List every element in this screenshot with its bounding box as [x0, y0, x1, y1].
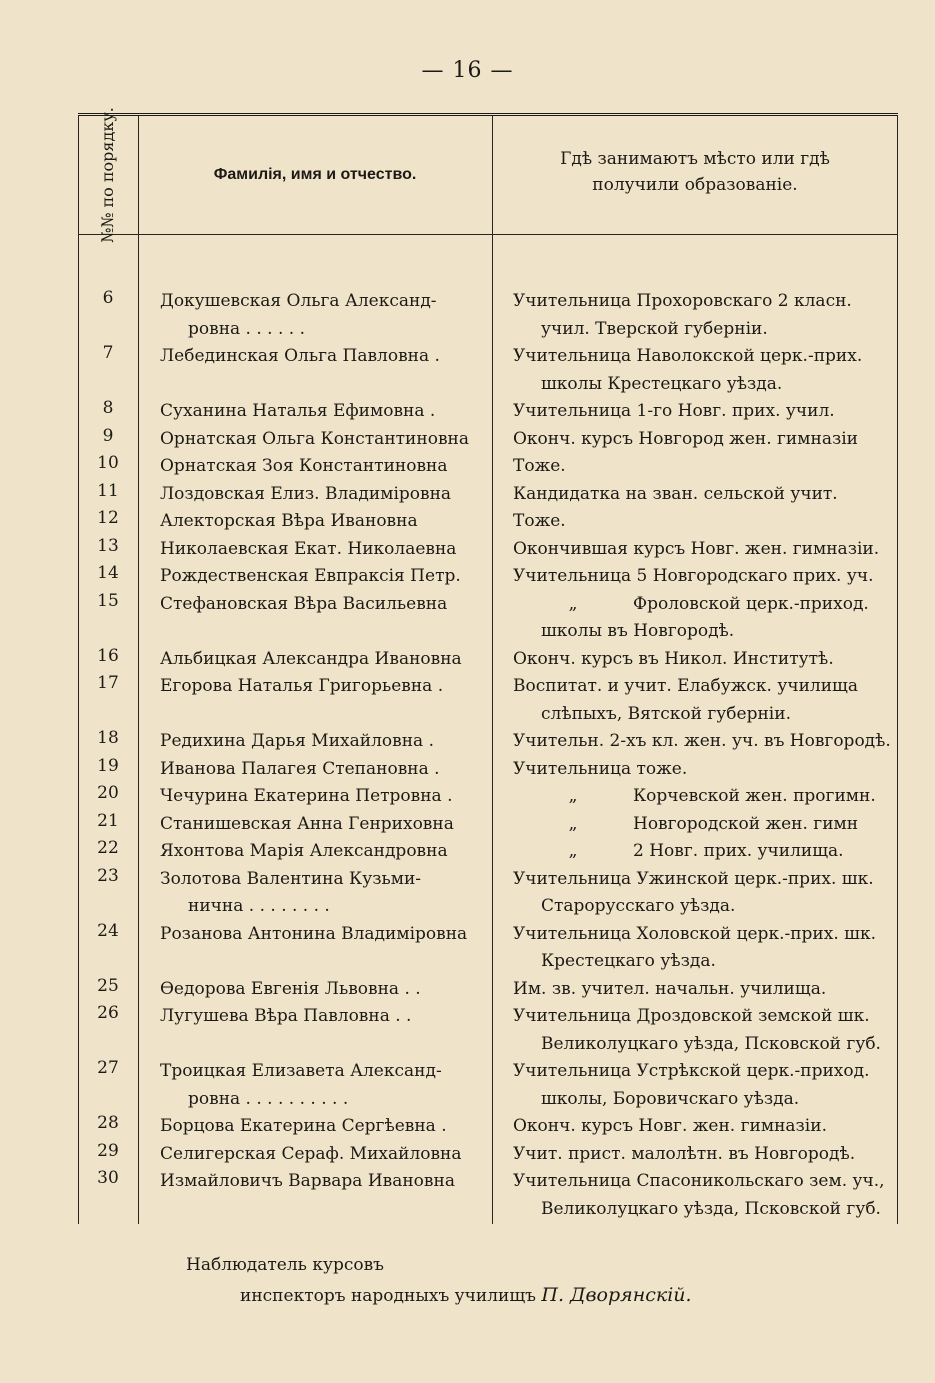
- person-name: [160, 646, 486, 674]
- placement-info: [513, 976, 897, 1004]
- person-name-line: Розанова Антонина Владиміровна: [160, 923, 468, 944]
- placement-info: [513, 1168, 897, 1223]
- person-name: [160, 838, 486, 866]
- placement-info: [513, 426, 897, 454]
- placement-line: [513, 811, 897, 839]
- table-row: [78, 783, 898, 811]
- placement-continuation: школы въ Новгородѣ.: [541, 621, 735, 641]
- header-rule: [78, 234, 898, 235]
- person-name-line: Алекторская Вѣра Ивановна: [160, 511, 418, 531]
- table-row: [78, 1141, 898, 1169]
- table-row: [78, 453, 898, 481]
- table-row: [78, 591, 898, 646]
- signature-name: П. Дворянскій.: [541, 1284, 692, 1306]
- placement-line: Оконч. курсъ Новгород жен. гимназіи: [513, 428, 858, 449]
- person-name-line: Егорова Наталья Григорьевна .: [160, 676, 444, 696]
- placement-continuation: школы, Боровичскаго уѣзда.: [541, 1088, 800, 1109]
- row-number: 9: [102, 425, 114, 446]
- person-name: [160, 866, 486, 921]
- placement-line: Учительница Холовской церк.-прих. шк.: [513, 923, 876, 944]
- person-name: [160, 783, 486, 811]
- row-number: 18: [97, 728, 119, 748]
- table-row: [78, 508, 898, 536]
- placement-line: Тоже.: [513, 511, 566, 531]
- row-number: 20: [97, 783, 119, 803]
- person-name: [160, 288, 486, 343]
- table-row: [78, 563, 898, 591]
- placement-line: Учительница Наволокской церк.-прих.: [513, 346, 863, 366]
- header-number-label: №№ по порядку.: [98, 107, 118, 243]
- person-name-line: Лебединская Ольга Павловна .: [160, 346, 440, 366]
- person-name: [160, 426, 486, 454]
- placement-line: Оконч. курсъ Новг. жен. гимназіи.: [513, 1116, 827, 1136]
- placement-info: [513, 508, 897, 536]
- person-name-continuation: ровна . . . . . .: [188, 318, 305, 339]
- person-name-line: Троицкая Елизавета Александ-: [160, 1061, 442, 1081]
- header-number-cell: [78, 107, 138, 243]
- placement-line: Учительница Дроздовской земской шк.: [513, 1006, 870, 1026]
- placement-text: Новгородской жен. гимн: [633, 813, 859, 834]
- placement-line: Учительница Ужинской церк.-прих. шк.: [513, 868, 874, 889]
- placement-info: [513, 1058, 897, 1113]
- person-name: [160, 728, 486, 756]
- placement-line: Тоже.: [513, 456, 566, 476]
- row-number: 17: [97, 673, 119, 693]
- placement-info: [513, 756, 897, 784]
- table-row: [78, 398, 898, 426]
- person-name: [160, 756, 486, 784]
- placement-info: [513, 536, 897, 564]
- table-body: [78, 288, 898, 1223]
- row-number: 22: [97, 838, 119, 858]
- person-name: [160, 1058, 486, 1113]
- person-name-line: Суханина Наталья Ефимовна .: [160, 401, 436, 421]
- placement-line: Оконч. курсъ въ Никол. Институтѣ.: [513, 648, 834, 669]
- person-name-line: Стефановская Вѣра Васильевна: [160, 593, 448, 614]
- person-name: [160, 811, 486, 839]
- placement-info: [513, 563, 897, 591]
- person-name: [160, 343, 486, 371]
- person-name-line: Яхонтова Марія Александровна: [160, 841, 448, 861]
- row-number: 12: [97, 508, 119, 528]
- placement-line: Кандидатка на зван. сельской учит.: [513, 483, 838, 504]
- row-number: 16: [97, 645, 119, 666]
- person-name-line: Чечурина Екатерина Петровна .: [160, 786, 453, 806]
- person-name-line: Измайловичъ Варвара Ивановна: [160, 1171, 455, 1191]
- placement-info: [513, 1003, 897, 1058]
- person-name-line: Орнатская Ольга Константиновна: [160, 428, 469, 449]
- placement-info: [513, 343, 897, 398]
- row-number: 15: [97, 590, 119, 611]
- placement-line: Окончившая курсъ Новг. жен. гимназіи.: [513, 538, 880, 559]
- placement-text: 2 Новг. прих. училища.: [633, 841, 844, 861]
- placement-info: [513, 783, 897, 811]
- placement-line: [513, 591, 897, 619]
- ditto-mark: „: [568, 841, 578, 861]
- table-row: [78, 1058, 898, 1113]
- placement-info: [513, 453, 897, 481]
- table-row: [78, 976, 898, 1004]
- placement-text: Фроловской церк.-приход.: [633, 593, 869, 614]
- person-name: [160, 921, 486, 949]
- table-row: [78, 1113, 898, 1141]
- header-name-cell: [138, 116, 492, 234]
- ditto-mark: „: [568, 593, 578, 614]
- table-row: [78, 756, 898, 784]
- row-number: 19: [97, 755, 119, 776]
- person-name: [160, 1003, 486, 1031]
- person-name-line: Иванова Палагея Степановна .: [160, 758, 440, 779]
- row-number: 14: [97, 563, 119, 583]
- placement-info: [513, 646, 897, 674]
- person-name: [160, 508, 486, 536]
- row-number: 30: [97, 1168, 119, 1188]
- row-number: 11: [97, 480, 119, 501]
- table-row: [78, 921, 898, 976]
- row-number: 6: [102, 288, 114, 308]
- signature-title: инспекторъ народныхъ училищъ: [240, 1286, 536, 1306]
- placement-continuation: слѣпыхъ, Вятской губерніи.: [541, 703, 791, 724]
- person-name-line: Селигерская Сераф. Михайловна: [160, 1143, 462, 1164]
- person-name-line: Борцова Екатерина Сергѣевна .: [160, 1116, 447, 1136]
- placement-info: [513, 398, 897, 426]
- placement-continuation: Крестецкаго уѣзда.: [541, 951, 716, 971]
- placement-info: [513, 288, 897, 343]
- placement-text: Корчевской жен. прогимн.: [633, 786, 876, 806]
- placement-line: [513, 783, 897, 811]
- row-number: 21: [97, 810, 119, 831]
- header-name-label: Фамилія, имя и отчество.: [213, 166, 417, 183]
- page-number: — 16 —: [421, 58, 514, 83]
- placement-info: [513, 811, 897, 839]
- placement-line: Учительница Прохоровскаго 2 класн.: [513, 291, 852, 311]
- table-row: [78, 673, 898, 728]
- placement-line: Учительница 1-го Новг. прих. учил.: [513, 401, 835, 421]
- person-name: [160, 1168, 486, 1196]
- placement-line: Учительница Спасоникольскаго зем. уч.,: [513, 1171, 885, 1191]
- person-name: [160, 481, 486, 509]
- row-number: 13: [97, 535, 119, 556]
- placement-continuation: Великолуцкаго уѣзда, Псковской губ.: [541, 1198, 881, 1219]
- row-number: 25: [97, 975, 119, 996]
- placement-continuation: Великолуцкаго уѣзда, Псковской губ.: [541, 1033, 881, 1054]
- table-row: [78, 1168, 898, 1223]
- header-where-line-2: получили образованіе.: [592, 175, 798, 195]
- placement-continuation: учил. Тверской губерніи.: [541, 318, 768, 339]
- header-where-cell: [492, 146, 898, 198]
- header-where-line-1: Гдѣ занимаютъ мѣсто или гдѣ: [560, 149, 830, 169]
- signature-line-2: [0, 1280, 935, 1311]
- table-row: [78, 811, 898, 839]
- table-row: [78, 1003, 898, 1058]
- person-name-line: Николаевская Екат. Николаевна: [160, 538, 457, 559]
- placement-continuation: Старорусскаго уѣзда.: [541, 896, 736, 916]
- row-number: 7: [102, 343, 114, 363]
- person-name: [160, 563, 486, 591]
- placement-info: [513, 1141, 897, 1169]
- person-name: [160, 453, 486, 481]
- table-row: [78, 343, 898, 398]
- placement-line: Учительница Устрѣкской церк.-приход.: [513, 1061, 870, 1081]
- placement-line: Им. зв. учител. начальн. училища.: [513, 978, 827, 999]
- person-name: [160, 673, 486, 701]
- table-row: [78, 728, 898, 756]
- placement-line: Учит. прист. малолѣтн. въ Новгородѣ.: [513, 1143, 856, 1164]
- table-row: [78, 426, 898, 454]
- person-name: [160, 976, 486, 1004]
- placement-line: Учительница 5 Новгородскаго прих. уч.: [513, 566, 874, 586]
- placement-continuation: школы Крестецкаго уѣзда.: [541, 373, 783, 394]
- table-row: [78, 536, 898, 564]
- person-name-line: Альбицкая Александра Ивановна: [160, 648, 462, 669]
- person-name-line: Рождественская Евпраксія Петр.: [160, 566, 461, 586]
- person-name: [160, 1141, 486, 1169]
- table-row: [78, 646, 898, 674]
- placement-info: [513, 591, 897, 646]
- person-name-line: Ѳедорова Евгенія Львовна . .: [160, 978, 421, 999]
- table-row: [78, 838, 898, 866]
- placement-line: [513, 838, 897, 866]
- table-row: [78, 481, 898, 509]
- placement-info: [513, 1113, 897, 1141]
- table-row: [78, 866, 898, 921]
- person-name-continuation: ровна . . . . . . . . . .: [188, 1088, 349, 1109]
- placement-info: [513, 838, 897, 866]
- row-number: 27: [97, 1058, 119, 1078]
- ditto-mark: „: [568, 813, 578, 834]
- placement-info: [513, 866, 897, 921]
- signature-line-1: Наблюдатель курсовъ: [186, 1255, 384, 1275]
- row-number: 29: [97, 1140, 119, 1161]
- placement-info: [513, 728, 897, 756]
- placement-line: Воспитат. и учит. Елабужск. училища: [513, 676, 858, 696]
- person-name: [160, 536, 486, 564]
- row-number: 28: [97, 1113, 119, 1133]
- person-name: [160, 1113, 486, 1141]
- table-row: [78, 288, 898, 343]
- row-number: 8: [102, 398, 114, 418]
- row-number: 24: [97, 920, 119, 941]
- person-name-line: Лугушева Вѣра Павловна . .: [160, 1006, 412, 1026]
- person-name-continuation: нична . . . . . . . .: [188, 896, 330, 916]
- ditto-mark: „: [568, 786, 578, 806]
- placement-line: Учительница тоже.: [513, 758, 688, 779]
- person-name-line: Редихина Дарья Михайловна .: [160, 731, 434, 751]
- placement-info: [513, 481, 897, 509]
- row-number: 10: [97, 453, 119, 473]
- person-name: [160, 398, 486, 426]
- row-number: 23: [97, 865, 119, 886]
- person-name-line: Докушевская Ольга Александ-: [160, 291, 437, 311]
- person-name-line: Орнатская Зоя Константиновна: [160, 456, 448, 476]
- placement-line: Учительн. 2-хъ кл. жен. уч. въ Новгородѣ.: [513, 731, 891, 751]
- person-name: [160, 591, 486, 619]
- signature-block: [0, 1250, 935, 1311]
- placement-info: [513, 673, 897, 728]
- person-name-line: Лоздовская Елиз. Владиміровна: [160, 483, 452, 504]
- placement-info: [513, 921, 897, 976]
- row-number: 26: [97, 1003, 119, 1023]
- person-name-line: Золотова Валентина Кузьми-: [160, 868, 422, 889]
- person-name-line: Станишевская Анна Генриховна: [160, 813, 454, 834]
